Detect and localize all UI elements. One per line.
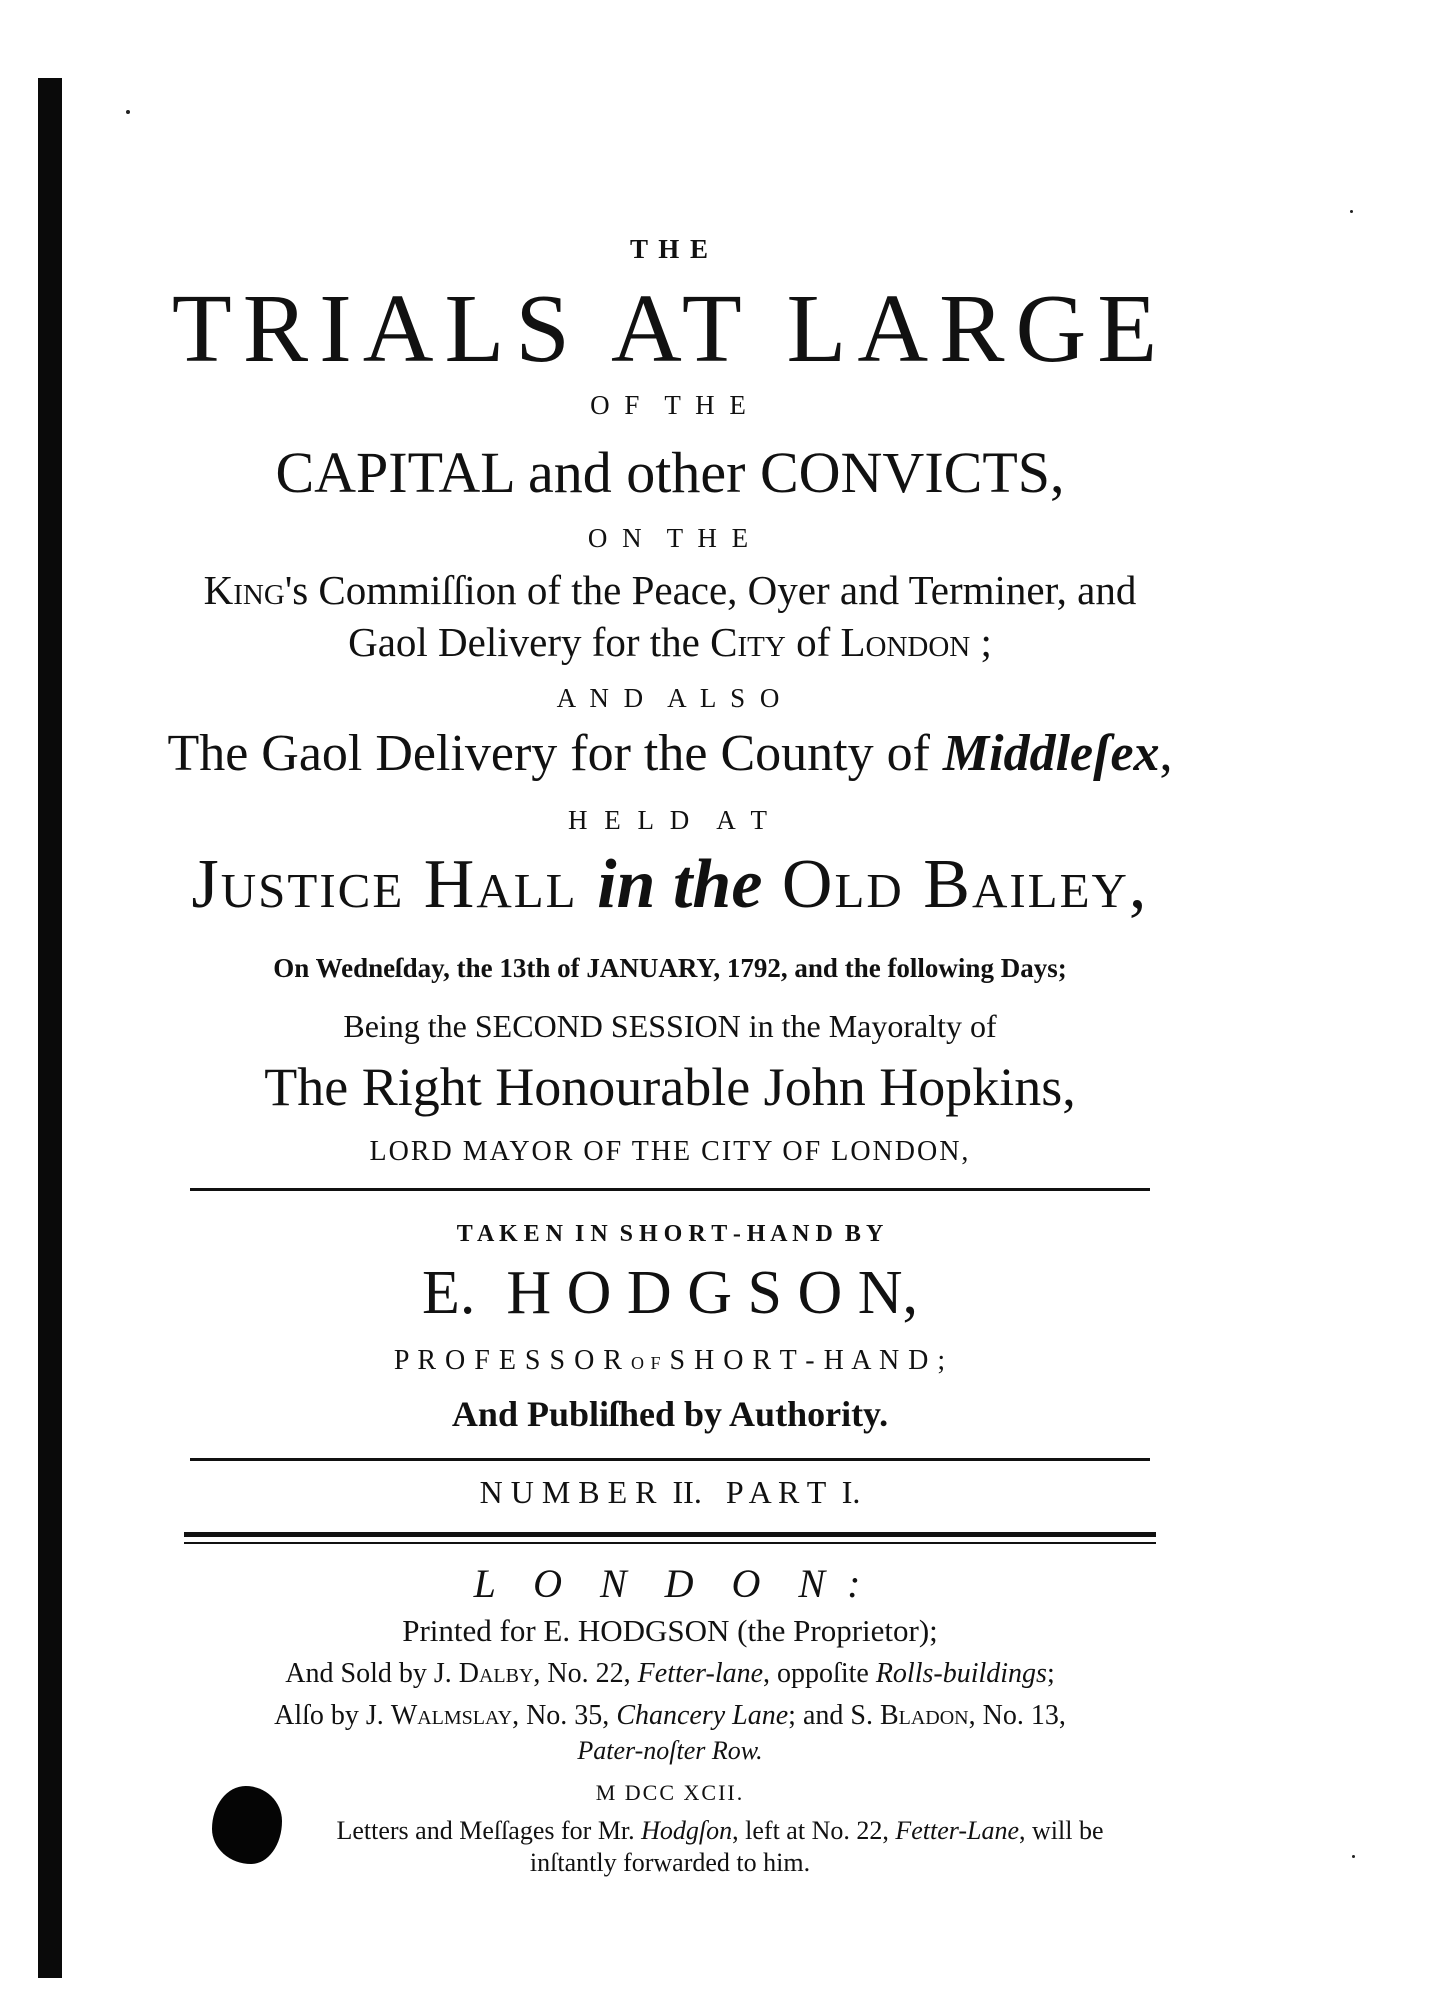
fetter-lane-2: Fetter-Lane	[895, 1816, 1020, 1845]
letters-line-2: inſtantly forwarded to him.	[529, 1848, 811, 1877]
also-by-text: ; and S.	[788, 1700, 880, 1731]
paper-speck	[1352, 1855, 1355, 1858]
taken-by: T A K E N I N S H O R T - H A N D B Y	[456, 1221, 884, 1247]
old-bailey-text: Old Bailey,	[762, 846, 1149, 923]
letters-text: Letters and Meſſages for Mr.	[336, 1816, 642, 1845]
and-also: A N D A L S O	[556, 683, 784, 713]
commission-line-1	[140, 567, 1200, 613]
justice-hall-text: Justice Hall	[191, 846, 598, 923]
justice-hall	[140, 846, 1200, 923]
also-by	[140, 1702, 1200, 1730]
held-at: H E L D A T	[567, 805, 772, 835]
double-rule	[184, 1532, 1156, 1537]
mayor-title: LORD MAYOR OF THE CITY OF LONDON,	[369, 1136, 971, 1167]
county-name: Middleſex	[942, 725, 1160, 782]
title-page	[140, 0, 1200, 2000]
paper-speck	[1350, 210, 1353, 213]
letters-text: , left at No. 22,	[732, 1816, 896, 1845]
letters-text: , will be	[1019, 1816, 1104, 1845]
divider-rule	[190, 1458, 1150, 1461]
divider-rule	[190, 1188, 1150, 1191]
professor-text: S H O R T - H A N D ;	[661, 1345, 947, 1376]
commission-text: 's Commiſſion of the Peace, Oyer and Terminer, and	[284, 567, 1137, 613]
subtitle: CAPITAL and other CONVICTS,	[275, 440, 1065, 505]
header-the: T H E	[629, 234, 711, 264]
hodgson-name: Hodgſon	[641, 1816, 733, 1845]
fetter-lane: Fetter-lane	[637, 1658, 764, 1689]
professor-text: P R O F E S S O R	[393, 1345, 631, 1376]
date-line: On Wedneſday, the 13th of JANUARY, 1792, and the following Days;	[273, 953, 1067, 983]
commission-line-2	[140, 619, 1200, 665]
sold-by-text: , No. 22,	[533, 1658, 638, 1689]
commission-text: Gaol Delivery for the	[348, 619, 711, 665]
number-part: N U M B E R II. P A R T I.	[479, 1474, 861, 1510]
sold-by-text: And Sold by J.	[285, 1658, 459, 1689]
sold-by	[140, 1660, 1200, 1688]
sold-by-text: , oppoſite	[763, 1658, 876, 1689]
pater-noster-row: Pater-noſter Row.	[577, 1736, 763, 1765]
session-line: Being the SECOND SESSION in the Mayoralty of	[343, 1008, 997, 1044]
year: M DCC XCII.	[595, 1780, 745, 1805]
mayor-name: The Right Honourable John Hopkins,	[264, 1057, 1076, 1117]
also-by-text: , No. 13,	[968, 1700, 1066, 1731]
main-title: TRIALS AT LARGE	[171, 275, 1169, 383]
printed-for: Printed for E. HODGSON (the Proprietor);	[402, 1613, 938, 1648]
imprint-city: L O N D O N :	[473, 1561, 867, 1606]
of-word: O F	[630, 1353, 662, 1373]
binding-shadow	[38, 78, 62, 1978]
city-word: City	[710, 619, 786, 665]
published-by-authority: And Publiſhed by Authority.	[451, 1394, 889, 1434]
also-by-text: , No. 35,	[512, 1700, 617, 1731]
gaol-delivery-text: The Gaol Delivery for the County of	[167, 725, 943, 782]
london-word: London	[840, 619, 971, 665]
letters-line-1	[190, 1818, 1250, 1844]
bladon-name: Bladon	[879, 1700, 969, 1731]
kings-word: King	[203, 567, 285, 613]
paper-speck	[126, 110, 130, 114]
dalby-name: Dalby	[458, 1658, 534, 1689]
gaol-delivery	[140, 725, 1200, 782]
gaol-delivery-text: ,	[1159, 725, 1173, 782]
also-by-text: Alſo by J.	[274, 1700, 391, 1731]
sold-by-text: ;	[1046, 1658, 1055, 1689]
commission-text: of	[785, 619, 841, 665]
of-the: O F T H E	[590, 390, 750, 420]
in-the: in the	[597, 846, 763, 923]
author-name: E. H O D G S O N,	[422, 1259, 918, 1327]
chancery-lane: Chancery Lane	[616, 1700, 789, 1731]
commission-text: ;	[970, 619, 992, 665]
rolls-buildings: Rolls-buildings	[875, 1658, 1047, 1689]
walmslay-name: Walmslay	[390, 1700, 513, 1731]
double-rule	[184, 1542, 1156, 1544]
on-the: O N T H E	[587, 523, 753, 553]
professor-line	[140, 1347, 1200, 1375]
